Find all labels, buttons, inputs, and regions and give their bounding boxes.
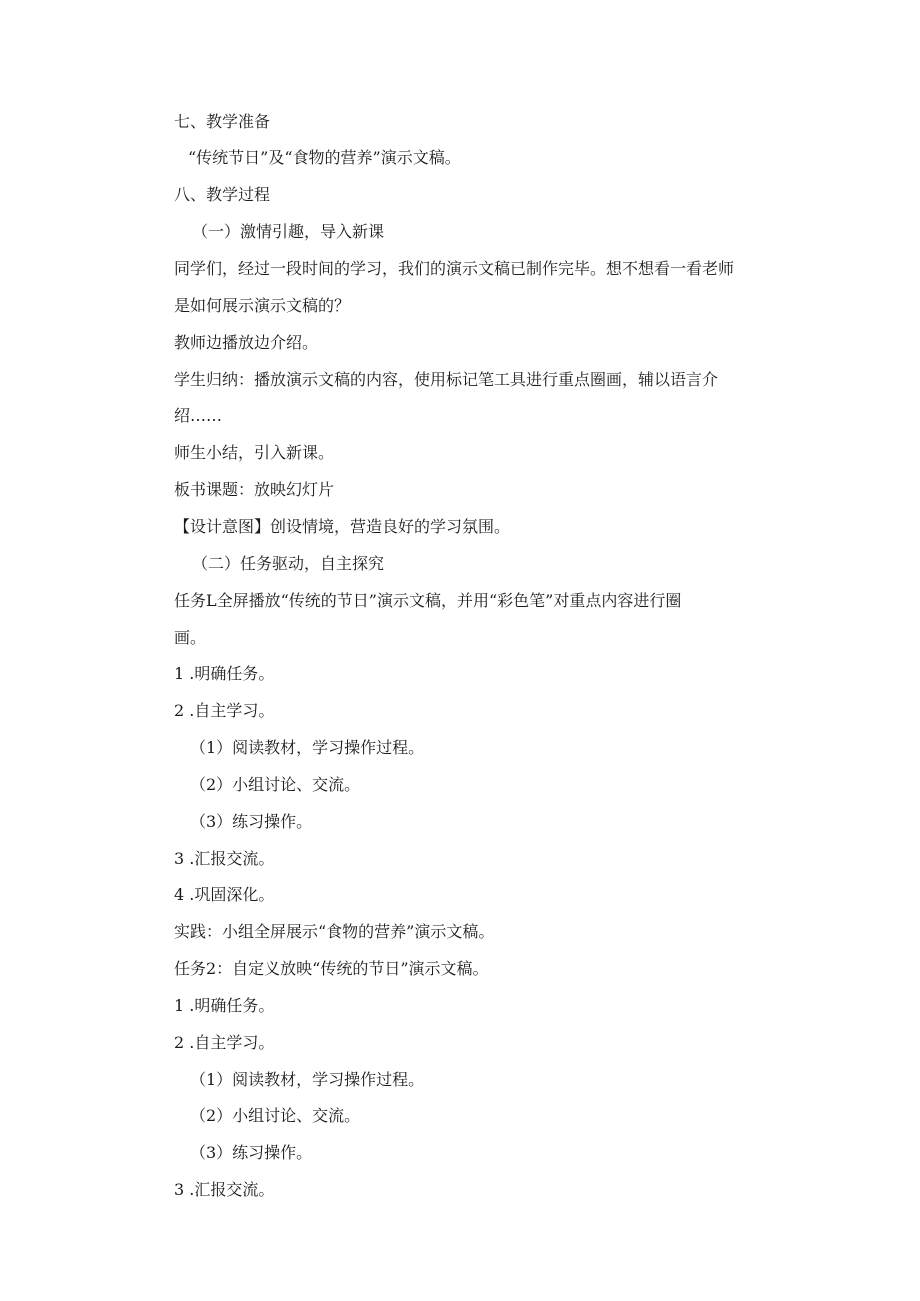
list-item: 2 .自主学习。 bbox=[174, 1033, 275, 1052]
paragraph-line: 是如何展示演示文稿的？ bbox=[174, 296, 351, 315]
paragraph-line: 同学们，经过一段时间的学习，我们的演示文稿已制作完毕。想不想看一看老师 bbox=[174, 259, 735, 278]
list-item: 1 .明确任务。 bbox=[174, 664, 275, 683]
sub-list-item: （2）小组讨论、交流。 bbox=[190, 775, 361, 794]
design-intent: 【设计意图】创设情境，营造良好的学习氛围。 bbox=[174, 517, 511, 536]
list-item: 3 .汇报交流。 bbox=[174, 1180, 275, 1199]
subsection-heading: （一）激情引趣，导入新课 bbox=[192, 222, 385, 241]
paragraph-line: 任务L全屏播放“传统的节日”演示文稿，并用“彩色笔”对重点内容进行圈 bbox=[174, 591, 682, 610]
paragraph-line: 绍…… bbox=[174, 406, 223, 425]
paragraph-line: 学生归纳：播放演示文稿的内容，使用标记笔工具进行重点圈画，辅以语言介 bbox=[174, 370, 719, 389]
paragraph: 实践：小组全屏展示“食物的营养”演示文稿。 bbox=[174, 922, 495, 941]
list-item: 2 .自主学习。 bbox=[174, 701, 275, 720]
sub-list-item: （3）练习操作。 bbox=[190, 812, 313, 831]
list-item: 4 .巩固深化。 bbox=[174, 885, 275, 904]
list-item: 1 .明确任务。 bbox=[174, 996, 275, 1015]
list-item: 3 .汇报交流。 bbox=[174, 849, 275, 868]
paragraph: 师生小结，引入新课。 bbox=[174, 443, 335, 462]
section-heading-preparation: 七、教学准备 bbox=[174, 112, 271, 131]
subsection-heading: （二）任务驱动，自主探究 bbox=[192, 554, 385, 573]
sub-list-item: （1）阅读教材，学习操作过程。 bbox=[190, 1070, 425, 1089]
sub-list-item: （3）练习操作。 bbox=[190, 1143, 313, 1162]
sub-list-item: （2）小组讨论、交流。 bbox=[190, 1106, 361, 1125]
paragraph-line: 画。 bbox=[174, 628, 207, 647]
paragraph: 任务2：自定义放映“传统的节日”演示文稿。 bbox=[174, 959, 489, 978]
paragraph: 教师边播放边介绍。 bbox=[174, 333, 319, 352]
paragraph: 板书课题：放映幻灯片 bbox=[174, 480, 335, 499]
section-heading-process: 八、教学过程 bbox=[174, 185, 271, 204]
paragraph: “传统节日”及“食物的营养”演示文稿。 bbox=[188, 148, 461, 167]
sub-list-item: （1）阅读教材，学习操作过程。 bbox=[190, 738, 425, 757]
